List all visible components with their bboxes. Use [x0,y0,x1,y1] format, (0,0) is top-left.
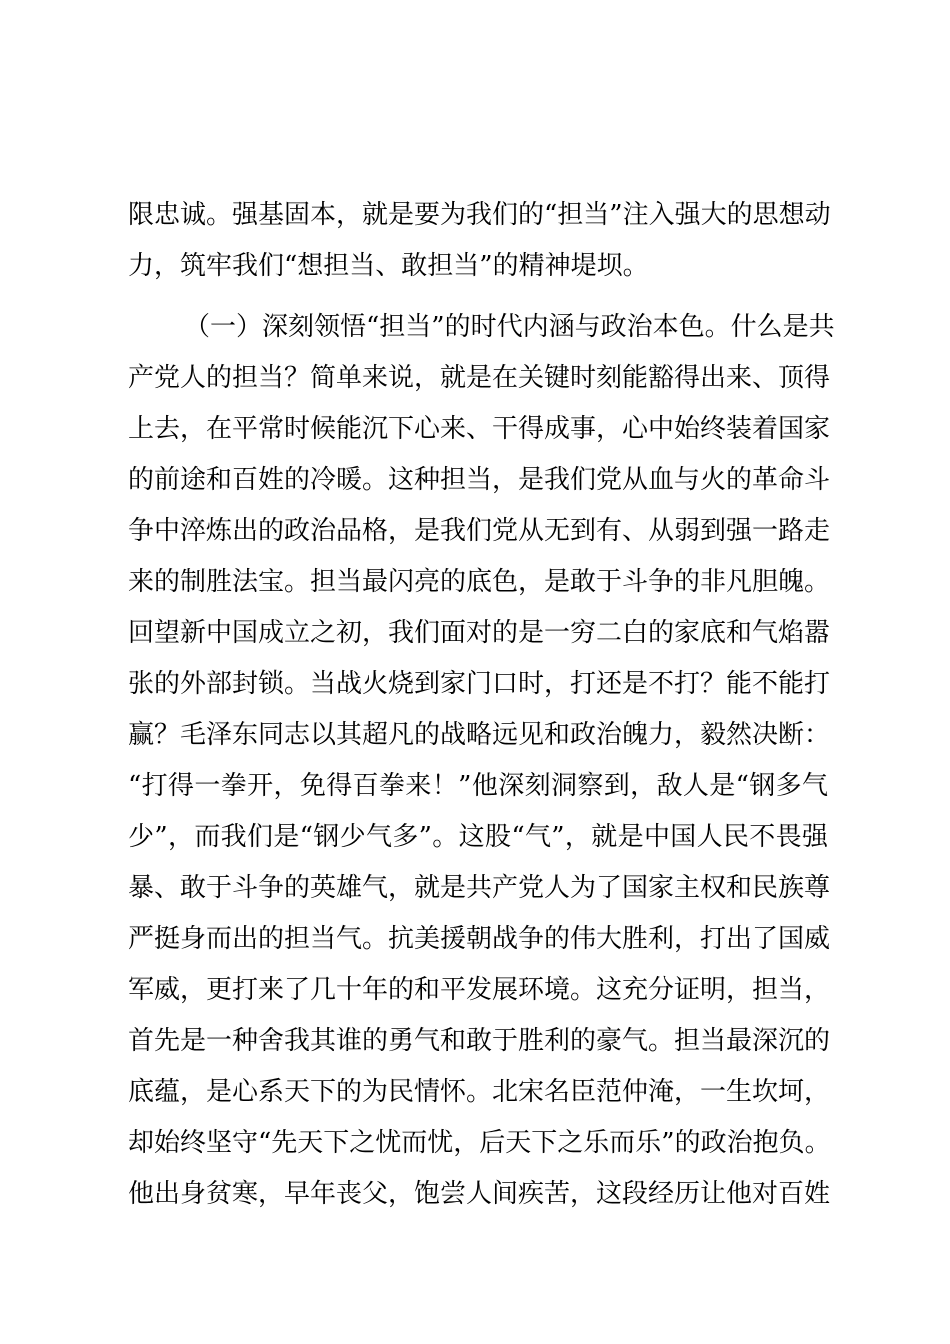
paragraph-1 [128,190,831,292]
text-line: 产党人的担当？简单来说，就是在关键时刻能豁得出来、顶得 [128,363,831,393]
text-line: 他出身贫寒，早年丧父，饱尝人间疾苦，这段经历让他对百姓 [128,1179,831,1209]
text-line: 的前途和百姓的冷暖。这种担当，是我们党从血与火的革命斗 [128,465,831,495]
text-line: 赢？毛泽东同志以其超凡的战略远见和政治魄力，毅然决断： [128,720,831,750]
text-line: 却始终坚守“先天下之忧而忧，后天下之乐而乐”的政治抱负。 [128,1128,831,1158]
text-line: 暴、敢于斗争的英雄气，就是共产党人为了国家主权和民族尊 [128,873,831,903]
text-line: 上去，在平常时候能沉下心来、干得成事，心中始终装着国家 [128,414,831,444]
text-line: 来的制胜法宝。担当最闪亮的底色，是敢于斗争的非凡胆魄。 [128,567,831,597]
text-line: 少”，而我们是“钢少气多”。这股“气”，就是中国人民不畏强 [128,822,828,852]
section-heading-line: （一）深刻领悟“担当”的时代内涵与政治本色。什么是共 [184,312,835,342]
text-line: 争中淬炼出的政治品格，是我们党从无到有、从弱到强一路走 [128,516,831,546]
text-line: 回望新中国成立之初，我们面对的是一穷二白的家底和气焰嚣 [128,618,831,648]
text-line: 力，筑牢我们“想担当、敢担当”的精神堤坝。 [128,251,649,281]
text-line: 军威，更打来了几十年的和平发展环境。这充分证明，担当， [128,975,831,1005]
text-line: 张的外部封锁。当战火烧到家门口时，打还是不打？能不能打 [128,669,831,699]
paragraph-2 [128,302,835,1220]
text-line: 首先是一种舍我其谁的勇气和敢于胜利的豪气。担当最深沉的 [128,1026,831,1056]
text-line: 限忠诚。强基固本，就是要为我们的“担当”注入强大的思想动 [128,200,831,230]
document-body [128,190,835,1220]
text-line: 底蕴，是心系天下的为民情怀。北宋名臣范仲淹，一生坎坷， [128,1077,831,1107]
text-line: 严挺身而出的担当气。抗美援朝战争的伟大胜利，打出了国威 [128,924,831,954]
text-line: “打得一拳开，免得百拳来！”他深刻洞察到，敌人是“钢多气 [128,771,828,801]
